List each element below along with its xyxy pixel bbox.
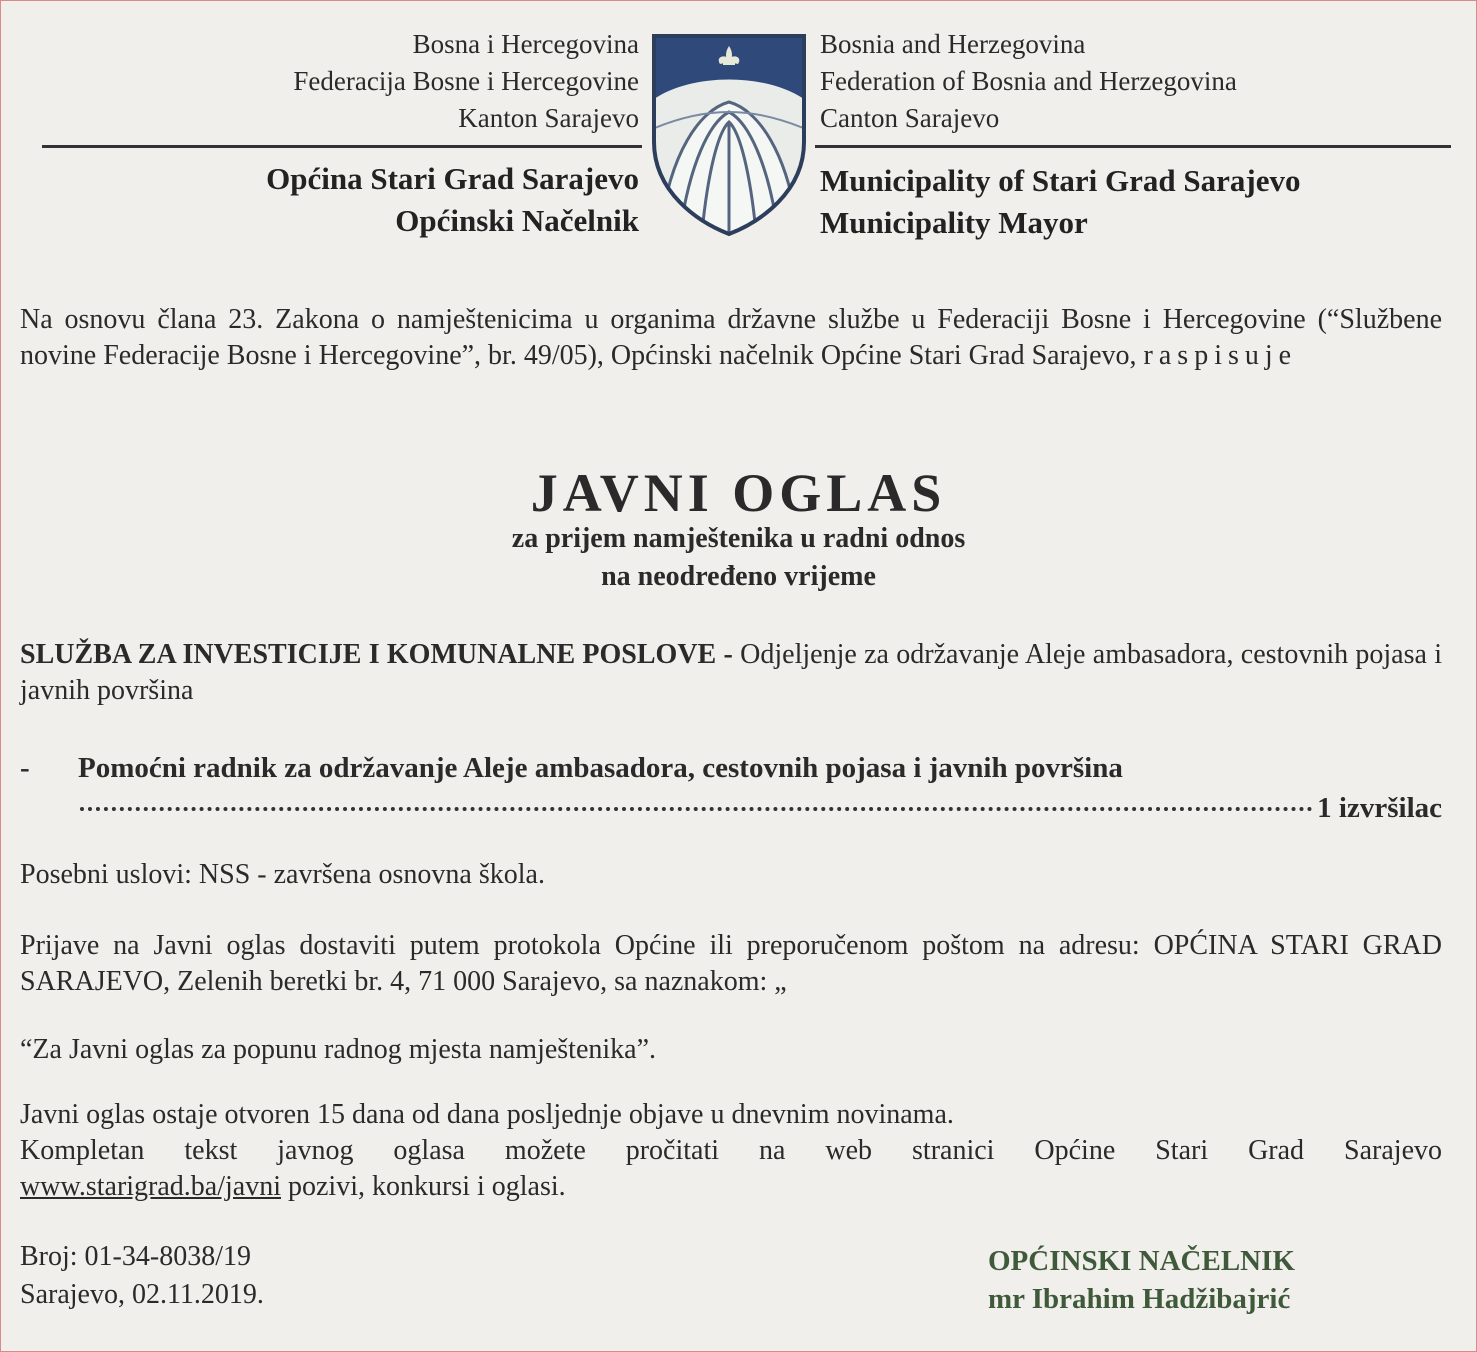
header-right-line: Federation of Bosnia and Herzegovina — [820, 66, 1237, 96]
website-link-rest: pozivi, konkursi i oglasi. — [281, 1171, 566, 1202]
intro-announces: raspisuje — [1143, 340, 1298, 371]
open-period-line: Javni oglas ostaje otvoren 15 dana od dana posljednje objave u dnevnim novinama. — [20, 1099, 954, 1130]
special-conditions: Posebni uslovi: NSS - završena osnovna škola. — [20, 859, 545, 890]
application-mark: “Za Javni oglas za popunu radnog mjesta namještenika”. — [20, 1034, 657, 1065]
municipality-right — [820, 160, 1300, 244]
intro-text: Na osnovu člana 23. Zakona o namještenicima u organima državne službe u Federaciji Bosne i Hercegovine (“Službene novine Federacije Bosne i Hercegovine”, br. 49/05), Općinski načelnik Općine Stari Grad Sarajevo, — [20, 304, 1442, 371]
document-reference — [20, 1238, 264, 1314]
header-left-line: Bosna i Hercegovina — [412, 29, 639, 59]
header-right-line: Canton Sarajevo — [820, 103, 1000, 133]
header-right — [820, 26, 1237, 137]
intro-paragraph — [20, 302, 1442, 374]
document-date: Sarajevo, 02.11.2019. — [20, 1279, 264, 1310]
website-link[interactable]: www.starigrad.ba/javni — [20, 1171, 281, 1202]
service-name: SLUŽBA ZA INVESTICIJE I KOMUNALNE POSLOVE - — [20, 639, 733, 670]
municipality-name-en: Municipality of Stari Grad Sarajevo — [820, 163, 1301, 198]
header-left — [293, 26, 639, 137]
sarajevo-canton-crest-icon — [650, 32, 808, 238]
website-line — [20, 1133, 1442, 1169]
header-left-line: Kanton Sarajevo — [458, 103, 639, 133]
municipality-name: Općina Stari Grad Sarajevo — [266, 161, 639, 196]
document-subtitle — [0, 520, 1477, 596]
subtitle-line: za prijem namještenika u radni odnos — [511, 523, 966, 554]
mayor-title: Općinski Načelnik — [395, 203, 639, 238]
signer-name: mr Ibrahim Hadžibajrić — [988, 1283, 1291, 1315]
header-left-line: Federacija Bosne i Hercegovine — [293, 66, 639, 96]
position-title: Pomoćni radnik za održavanje Aleje ambasadora, cestovnih pojasa i javnih površina — [78, 752, 1123, 784]
signature-block — [988, 1242, 1295, 1318]
position-line — [20, 752, 1123, 785]
website-text: Kompletan tekst javnog oglasa možete pročitati na web stranici Općine Stari Grad Sarajevo — [20, 1135, 1442, 1166]
header-rule-right — [815, 145, 1451, 148]
service-department: Odjeljenje za održavanje Aleje ambasadora, cestovnih pojasa i javnih površina — [20, 639, 1443, 706]
header-rule-left — [42, 145, 642, 148]
position-dash: - — [20, 752, 30, 784]
signer-title: OPĆINSKI NAČELNIK — [988, 1245, 1295, 1277]
application-paragraph: Prijave na Javni oglas dostaviti putem protokola Općine ili preporučenom poštom na adresu: OPĆINA STARI GRAD SARAJEVO, Zelenih beretki br. 4, 71 000 Sarajevo, sa naznakom: „ — [20, 930, 1442, 997]
document-number: Broj: 01-34-8038/19 — [20, 1241, 251, 1272]
header-right-line: Bosnia and Herzegovina — [820, 29, 1086, 59]
service-paragraph — [20, 637, 1442, 709]
website-link-line — [20, 1169, 1442, 1205]
municipality-left — [266, 158, 639, 242]
dot-leader — [80, 807, 1313, 811]
mayor-title-en: Municipality Mayor — [820, 205, 1088, 240]
position-count: 1 izvršilac — [1317, 792, 1442, 824]
document-title: JAVNI OGLAS — [530, 463, 947, 523]
position-count-line — [80, 792, 1442, 825]
open-period-paragraph — [20, 1097, 1442, 1205]
subtitle-line: na neodređeno vrijeme — [601, 561, 876, 592]
